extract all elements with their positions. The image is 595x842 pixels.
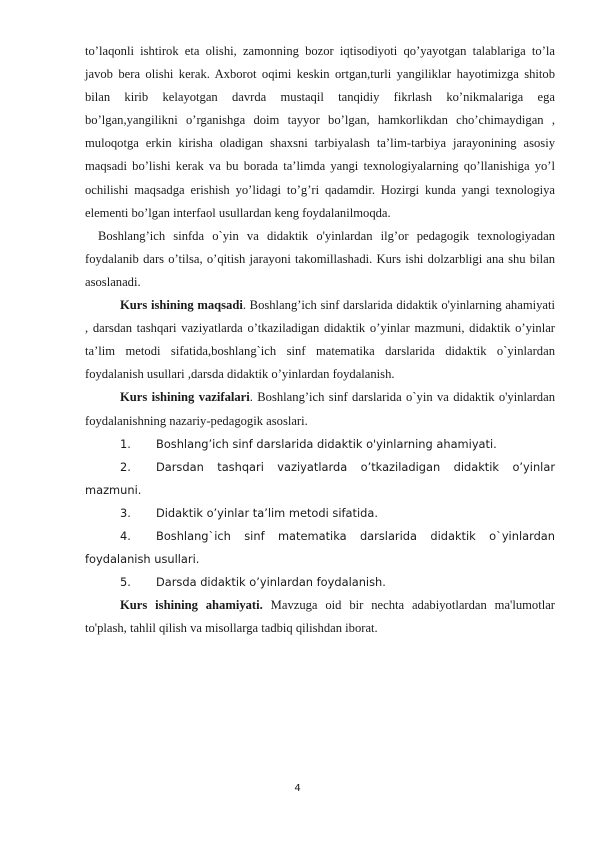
tasks-paragraph <box>85 386 555 432</box>
list-item <box>85 525 555 571</box>
intro-paragraph: to’laqonli ishtirok eta olishi, zamonning bozor iqtisodiyoti qo’yayotgan talablariga to’la javob bera olishi kerak. Axborot oqimi keskin ortgan,turli yangiliklar hayotimizga shitob bilan kirib kelayotgan davrda mustaqil tanqidiy fikrlash ko’nikmalariga ega bo’lgan,yangilikni o’rganishga doim tayyor bo’lgan, hamkorlikdan cho’chimaydigan , muloqotga erkin kirisha oladigan shaxsni tarbiyalash ta’lim-tarbiya jarayonining asosiy maqsadi bo’lishi kerak va bu borada ta’limda yangi texnologiyalarning qo’llanishiga yo’l ochilishi maqsadga erishish yo’lidagi to’g’ri qadamdir. Hozirgi kunda yangi texnologiya elementi bo’lgan interfaol usullardan keng foydalanilmoqda. <box>85 44 555 220</box>
list-item-number: 3. <box>120 505 131 520</box>
goal-text: . Boshlang’ich sinf darslarida didaktik o'yinlarning ahamiyati , darsdan tashqari vaziyatlarda o’tkaziladigan didaktik o’yinlar mazmuni, didaktik o’yinlar ta’lim metodi sifatida,boshlang`ich sinf matematika darslarida didaktik o`yinlardan foydalanish usullari ,darsda didaktik o’yinlardan foydalanish. <box>85 298 555 382</box>
list-item-number: 5. <box>120 575 131 590</box>
importance-label: Kurs ishining ahamiyati. <box>120 598 263 613</box>
list-item-text: Boshlang’ich sinf darslarida didaktik o'yinlarning ahamiyati. <box>156 436 497 451</box>
list-item <box>85 456 555 502</box>
list-item-number: 4. <box>120 528 131 543</box>
list-item-number: 1. <box>120 436 131 451</box>
list-item-text: Boshlang`ich sinf matematika darslarida didaktik o`yinlardan foydalanish usullari. <box>85 528 555 567</box>
importance-text: Mavzuga oid bir nechta adabiyotlardan ma'lumotlar to'plash, tahlil qilish va misollarga tadbiq qilishdan iborat. <box>85 598 555 636</box>
list-item <box>85 433 555 456</box>
list-item <box>85 502 555 525</box>
importance-paragraph <box>85 594 555 640</box>
goal-paragraph <box>85 294 555 386</box>
list-item-text: Darsda didaktik o’yinlardan foydalanish. <box>156 575 386 590</box>
page-number: 4 <box>294 783 301 794</box>
tasks-label: Kurs ishining vazifalari <box>120 390 250 405</box>
document-page <box>85 40 555 640</box>
goal-label: Kurs ishining maqsadi <box>120 298 243 313</box>
list-item-text: Darsdan tashqari vaziyatlarda o’tkaziladigan didaktik o’yinlar mazmuni. <box>85 459 555 497</box>
list-item-number: 2. <box>120 459 131 474</box>
tasks-text: . Boshlang’ich sinf darslarida o`yin va didaktik o'yinlardan foydalanishning nazariy-pedagogik asoslari. <box>85 390 555 428</box>
relevance-paragraph: Boshlang’ich sinfda o`yin va didaktik o'yinlardan ilg’or pedagogik texnologiyadan foydalanib dars o’tilsa, o’qitish jarayoni takomillashadi. Kurs ishi dolzarbligi ana shu bilan asoslanadi. <box>85 228 555 289</box>
list-item-text: Didaktik o’yinlar ta’lim metodi sifatida. <box>156 505 378 520</box>
list-item <box>85 571 555 594</box>
